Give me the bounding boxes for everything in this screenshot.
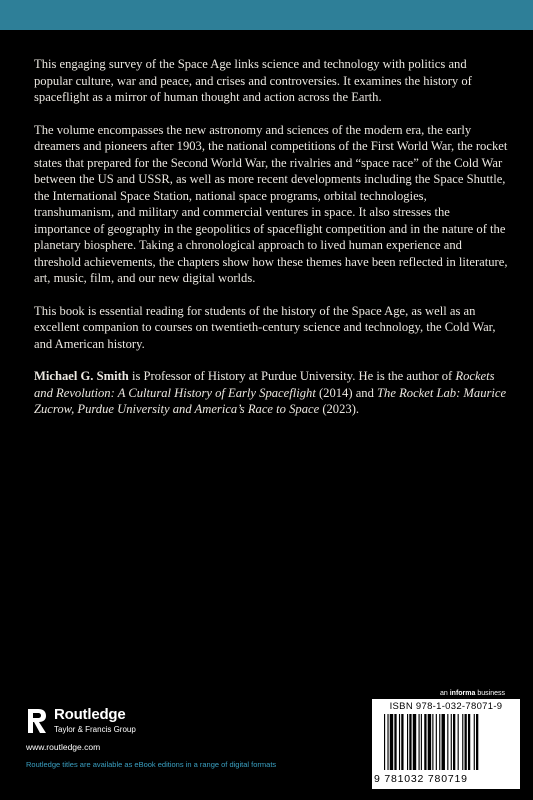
isbn-label: ISBN 978-1-032-78071-9 <box>389 701 503 712</box>
informa-business-label <box>440 690 505 697</box>
author-name: Michael G. Smith <box>34 369 129 383</box>
cover-top-band <box>0 0 533 30</box>
description-paragraph-1: This engaging survey of the Space Age links science and technology with politics and popular culture, war and peace, and crises and controversies. It examines the history of spaceflight as a mirror of human thought and action across the Earth. <box>34 57 472 104</box>
description-paragraph-3: This book is essential reading for students of the history of the Space Age, as well as an excellent companion to courses on twentieth-century science and technology, the Cold War, and American history. <box>34 303 496 351</box>
author-bio <box>34 368 508 418</box>
barcode-bars <box>376 714 516 772</box>
informa-suffix: business <box>475 690 505 697</box>
author-book-2-title: The Rocket Lab: Maurice Zucrow, Purdue University and America’s Race to Space <box>34 385 507 416</box>
publisher-subtitle: Taylor & Francis Group <box>54 725 136 734</box>
description-paragraph-2: The volume encompasses the new astronomy and sciences of the modern era, the early dreamers and pioneers after 1903, the national competitions of the First World War, the rocket states that prepared for the Second World War, the rivalries and “space race” of the Cold War between the US and USSR, as well as more recent developments including the Space Shuttle, the International Space Station, national space programs, orbital technologies, transhumanism, and military and commercial ventures in space. It also stresses the importance of geography in the geopolitics of spaceflight competition and in the nature of the planetary biosphere. Taking a chronological approach to lived human experience and threshold achievements, the chapters show how these themes have been reflected in literature, art, music, film, and our new digital worlds. <box>34 122 508 285</box>
author-book-1-title: Rockets and Revolution: A Cultural History of Early Spaceflight <box>34 369 495 400</box>
informa-brand: informa <box>449 690 476 697</box>
barcode-box <box>372 699 520 789</box>
back-cover-text <box>34 56 508 434</box>
publisher-url[interactable]: www.routledge.com <box>26 742 101 752</box>
routledge-r-icon <box>26 708 48 734</box>
author-book-1-year: (2014) and <box>315 385 378 400</box>
ebook-note: Routledge titles are available as eBook editions in a range of digital formats <box>26 760 277 769</box>
author-bio-intro: is Professor of History at Purdue University. He is the author of <box>128 369 456 383</box>
informa-prefix: an <box>440 690 450 697</box>
publisher-name: Routledge <box>54 706 126 723</box>
author-book-2-year: (2023). <box>319 402 360 416</box>
barcode-digits: 9 781032 780719 <box>374 773 468 785</box>
